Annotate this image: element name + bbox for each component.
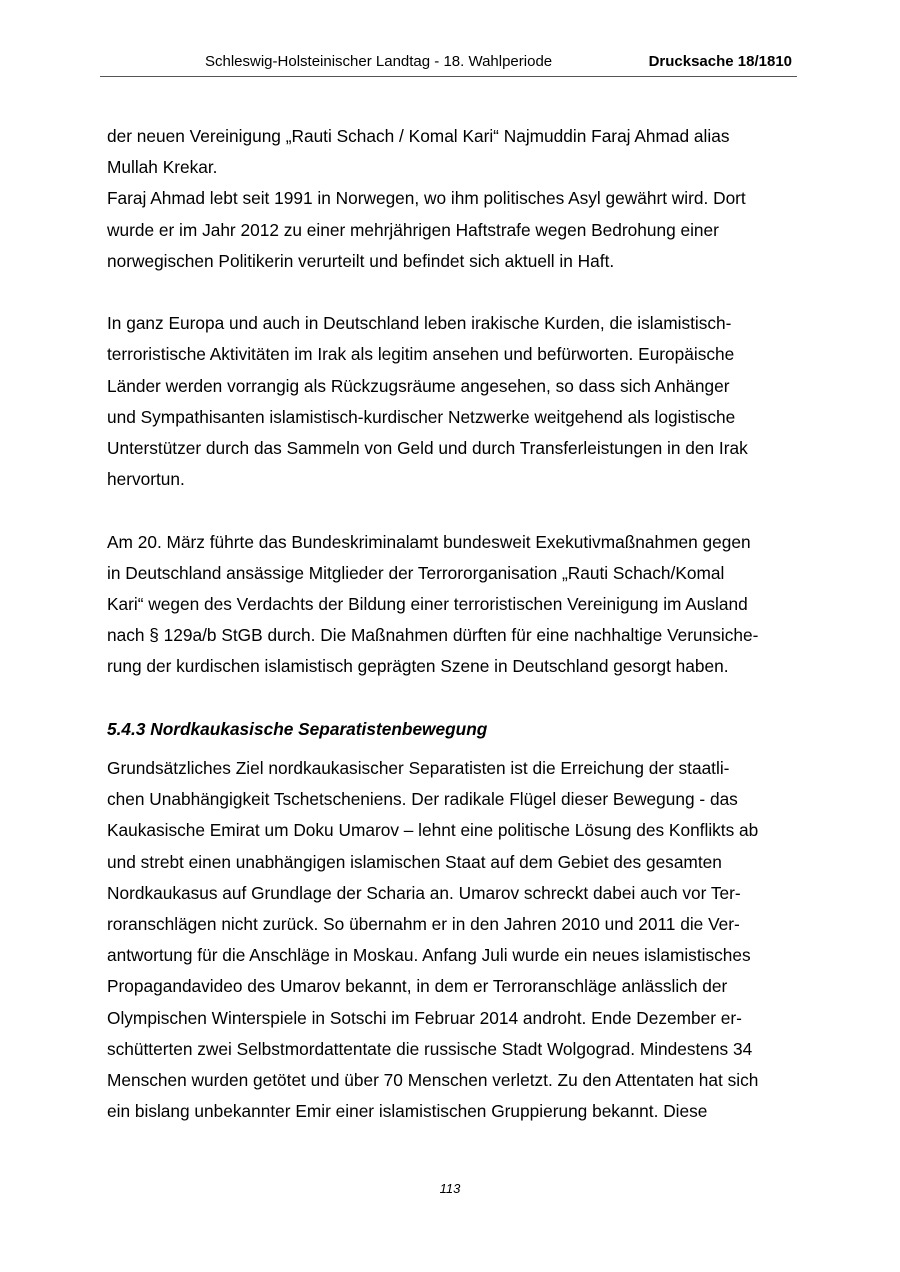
page-number: 113	[439, 1181, 461, 1196]
text-line: Menschen wurden getötet und über 70 Menschen verletzt. Zu den Attentaten hat sich	[107, 1070, 759, 1091]
text-line: antwortung für die Anschläge in Moskau. Anfang Juli wurde ein neues islamistisches	[107, 945, 751, 966]
text-line: roranschlägen nicht zurück. So übernahm er in den Jahren 2010 und 2011 die Ver-	[107, 914, 740, 935]
paragraph-1	[107, 121, 799, 183]
text-line: Grundsätzliches Ziel nordkaukasischer Separatisten ist die Erreichung der staatli-	[107, 758, 730, 779]
paragraph-3	[107, 308, 799, 495]
document-body	[107, 121, 799, 1127]
paragraph-spacer	[107, 683, 799, 714]
text-line: Faraj Ahmad lebt seit 1991 in Norwegen, wo ihm politisches Asyl gewährt wird. Dort	[107, 188, 746, 209]
text-line: terroristische Aktivitäten im Irak als legitim ansehen und befürworten. Europäische	[107, 344, 735, 365]
text-line: Olympischen Winterspiele in Sotschi im Februar 2014 androht. Ende Dezember er-	[107, 1007, 742, 1028]
text-line: Kaukasische Emirat um Doku Umarov – lehnt eine politische Lösung des Konflikts ab	[107, 820, 759, 841]
page-header	[100, 50, 797, 77]
text-line: rung der kurdischen islamistisch geprägten Szene in Deutschland gesorgt haben.	[107, 656, 729, 677]
text-line: hervortun.	[107, 469, 185, 490]
text-line: Nordkaukasus auf Grundlage der Scharia an. Umarov schreckt dabei auch vor Ter-	[107, 882, 741, 903]
paragraph-spacer	[107, 277, 799, 308]
text-line: chen Unabhängigkeit Tschetscheniens. Der radikale Flügel dieser Bewegung - das	[107, 789, 738, 810]
text-line: und strebt einen unabhängigen islamischen Staat auf dem Gebiet des gesamten	[107, 851, 722, 872]
text-line: ein bislang unbekannter Emir einer islamistischen Gruppierung bekannt. Diese	[107, 1101, 708, 1122]
text-line: Länder werden vorrangig als Rückzugsräume angesehen, so dass sich Anhänger	[107, 375, 730, 396]
text-line: Mullah Krekar.	[107, 157, 218, 178]
text-line: schütterten zwei Selbstmordattentate die russische Stadt Wolgograd. Mindestens 34	[107, 1038, 753, 1059]
paragraph-4	[107, 527, 799, 683]
header-doc-number: Drucksache 18/1810	[648, 53, 792, 70]
text-line: Propagandavideo des Umarov bekannt, in dem er Terroranschläge anlässlich der	[107, 976, 728, 997]
text-line: Kari“ wegen des Verdachts der Bildung einer terroristischen Vereinigung im Ausland	[107, 594, 748, 615]
paragraph-5	[107, 753, 799, 1127]
text-line: norwegischen Politikerin verurteilt und befindet sich aktuell in Haft.	[107, 250, 615, 271]
text-line: in Deutschland ansässige Mitglieder der Terrororganisation „Rauti Schach/Komal	[107, 562, 725, 583]
text-line: Unterstützer durch das Sammeln von Geld und durch Transferleistungen in den Irak	[107, 438, 748, 459]
text-line: In ganz Europa und auch in Deutschland leben irakische Kurden, die islamistisch-	[107, 313, 732, 334]
text-line: der neuen Vereinigung „Rauti Schach / Komal Kari“ Najmuddin Faraj Ahmad alias	[107, 126, 730, 146]
paragraph-spacer	[107, 495, 799, 526]
section-heading: 5.4.3 Nordkaukasische Separatistenbewegung	[107, 718, 488, 739]
text-line: wurde er im Jahr 2012 zu einer mehrjährigen Haftstrafe wegen Bedrohung einer	[107, 219, 719, 240]
text-line: nach § 129a/b StGB durch. Die Maßnahmen dürften für eine nachhaltige Verunsiche-	[107, 625, 759, 646]
text-line: und Sympathisanten islamistisch-kurdischer Netzwerke weitgehend als logistische	[107, 406, 736, 427]
paragraph-2	[107, 183, 799, 277]
header-title: Schleswig-Holsteinischer Landtag - 18. Wahlperiode	[205, 53, 553, 70]
text-line: Am 20. März führte das Bundeskriminalamt bundesweit Exekutivmaßnahmen gegen	[107, 531, 751, 552]
